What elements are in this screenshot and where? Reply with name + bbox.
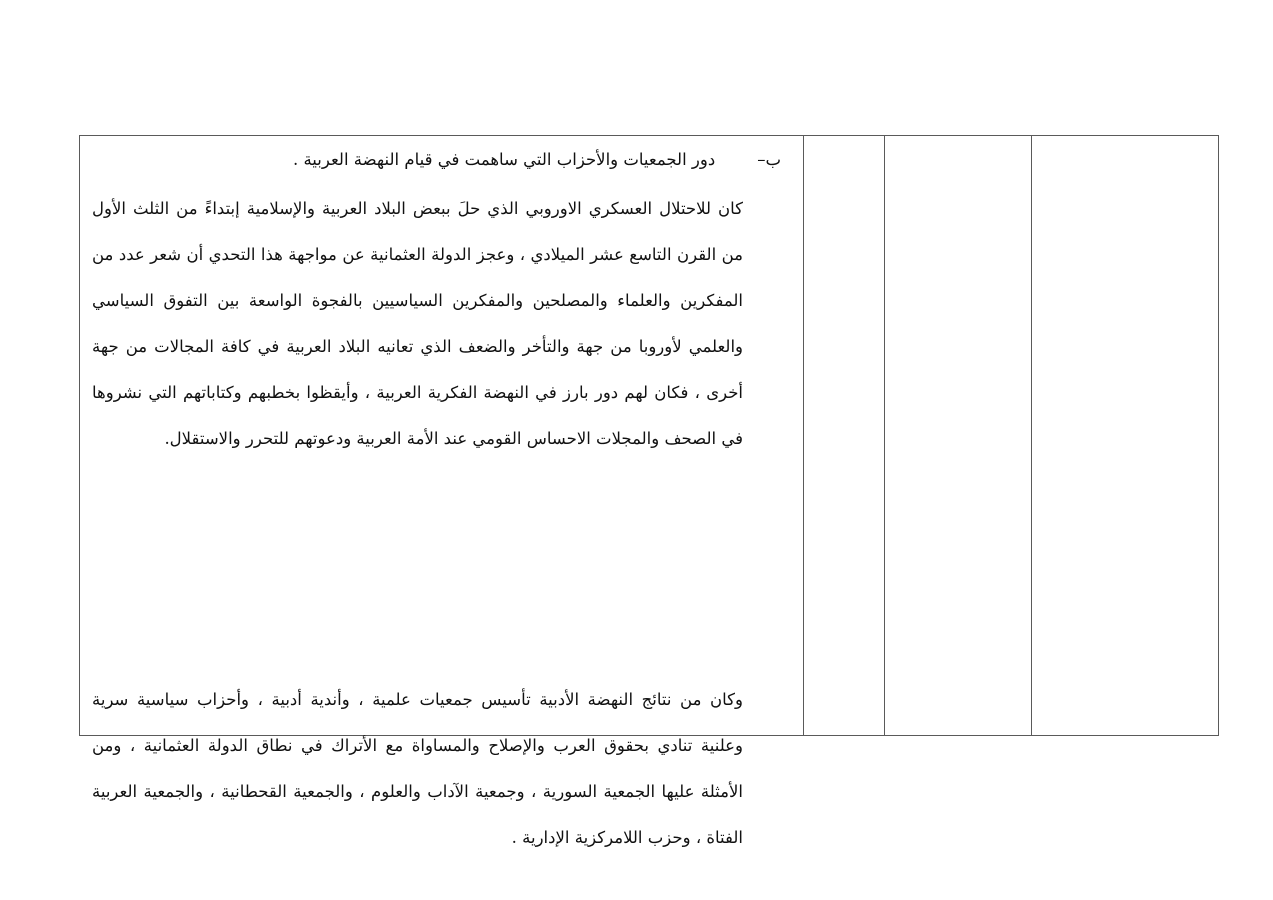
empty-cell-3	[1032, 136, 1219, 736]
paragraph-1: كان للاحتلال العسكري الاوروبي الذي حلَ ببعض البلاد العربية والإسلامية إبتداءً من الثلث الأول من القرن التاسع عشر الميلادي ، وعجز الدولة العثمانية عن مواجهة هذا التحدي أن شعر عدد من المفكرين والعلماء والمصلحين والمفكرين السياسيين بالفجوة الواسعة بين التفوق السياسي والعلمي لأوروبا من جهة والتأخر والضعف الذي تعانيه البلاد العربية في كافة المجالات من جهة أخرى ، فكان لهم دور بارز في النهضة الفكرية العربية ، وأيقظوا بخطبهم وكتاباتهم التي نشروها في الصحف والمجلات الاحساس القومي عند الأمة العربية ودعوتهم للتحرر والاستقلال.	[92, 199, 743, 448]
paragraph-2: وكان من نتائج النهضة الأدبية تأسيس جمعيات علمية ، وأندية أدبية ، وأحزاب سياسية سرية وعلنية تنادي بحقوق العرب والإصلاح والمساواة مع الأتراك في نطاق الدولة العثمانية ، ومن الأمثلة عليها الجمعية السورية ، وجمعية الآداب والعلوم ، والجمعية القحطانية ، والجمعية العربية الفتاة ، وحزب اللامركزية الإدارية .	[92, 690, 743, 847]
empty-cell-2	[885, 136, 1032, 736]
table-row	[80, 136, 1219, 736]
content-cell	[80, 136, 804, 847]
empty-cell-1	[804, 136, 885, 736]
section-title: دور الجمعيات والأحزاب التي ساهمت في قيام النهضة العربية .	[292, 150, 716, 169]
section-letter: ب–	[757, 150, 781, 169]
document-table	[79, 135, 1219, 847]
section-heading	[293, 146, 781, 174]
